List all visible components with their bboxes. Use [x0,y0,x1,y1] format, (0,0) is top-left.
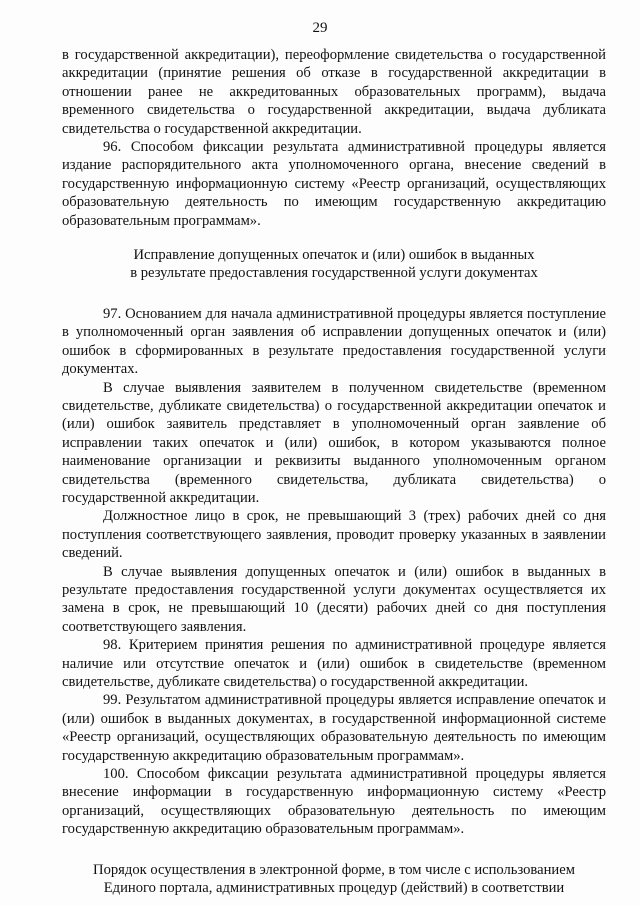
paragraph-97-applicant: В случае выявления заявителем в полученном свидетельстве (временном свидетельстве, дубликате свидетельства) о государственной аккредитации опечаток и (или) ошибок заявитель представляет в уполномоченный орган заявление об исправлении таких опечаток и (или) ошибок, в котором указываются полное наименование организации и реквизиты выданного уполномоченным органом свидетельства (временного свидетельства, дубликата свидетельства) о государственной аккредитации. [62,379,606,506]
paragraph-99: 99. Результатом административной процедуры является исправление опечаток и (или) ошибок в выданных документах, в государственной информационной системе «Реестр организаций, осуществляющих образовательную деятельность по имеющим государственную аккредитацию образовательным программам». [62,692,606,764]
paragraph-97-replacement: В случае выявления допущенных опечаток и (или) ошибок в выданных в результате предоставления государственной услуги документах осуществляется их замена в срок, не превышающий 10 (десяти) рабочих дней со дня поступления соответствующего заявления. [62,563,606,635]
paragraph-97: 97. Основанием для начала административной процедуры является поступление в уполномоченный орган заявления об исправлении допущенных опечаток и (или) ошибок в сформированных в результате предоставления государственной услуги документах. [62,305,606,378]
paragraph-continuation: в государственной аккредитации), переоформление свидетельства о государственной аккредитации (принятие решения об отказе в государственной аккредитации в отношении ранее не аккредитованных образовательных программ), выдача временного свидетельства о государственной аккредитации, выдача дубликата свидетельства о государственной аккредитации. [62,47,606,137]
section-heading-corrections-line1: Исправление допущенных опечаток и (или) ошибок в выданных [133,247,535,264]
paragraph-96: 96. Способом фиксации результата административной процедуры является издание распорядительного акта уполномоченного органа, внесение сведений в государственную информационную систему «Реестр организаций, осуществляющих образовательную деятельность по имеющим государственную аккредитацию образовательным программам». [62,139,606,229]
document-body [62,46,606,897]
section-heading-corrections-line2: в результате предоставления государственной услуги документах [130,265,538,282]
page-number: 29 [312,20,328,36]
paragraph-98: 98. Критерием принятия решения по административной процедуре является наличие или отсутствие опечаток и (или) ошибок в свидетельстве (временном свидетельстве, дубликате свидетельства) о государственной аккредитации. [62,637,606,690]
paragraph-100: 100. Способом фиксации результата административной процедуры является внесение информации в государственную информационную систему «Реестр организаций, осуществляющих образовательную деятельность по имеющим государственную аккредитацию образовательным программам». [62,766,606,838]
paragraph-97-official: Должностное лицо в срок, не превышающий 3 (трех) рабочих дней со дня поступления соответствующего заявления, проводит проверку указанных в заявлении сведений. [62,508,606,562]
section-heading-electronic-line2: Единого портала, административных процедур (действий) в соответствии [103,880,565,897]
section-heading-electronic-line1: Порядок осуществления в электронной форме, в том числе с использованием [93,861,575,878]
